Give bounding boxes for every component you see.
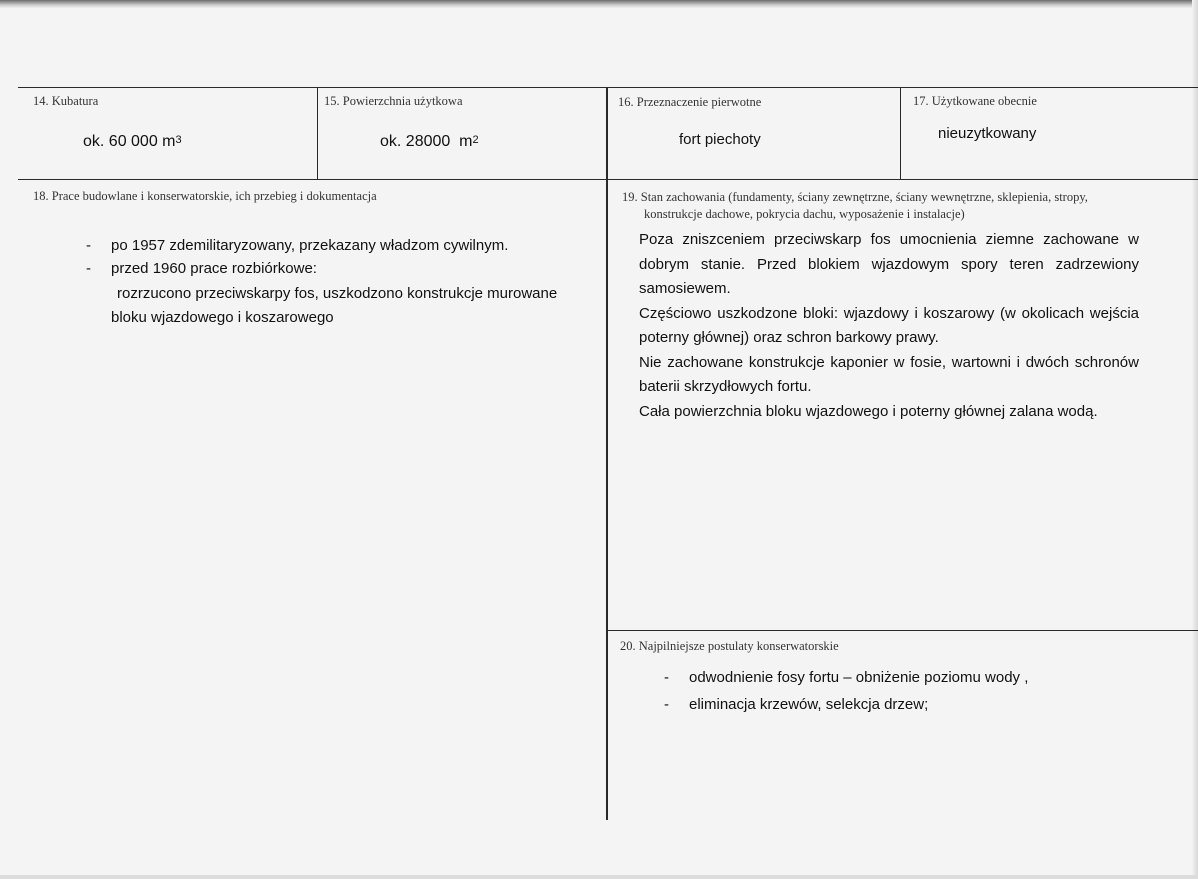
section-19-label-cont: konstrukcje dachowe, pokrycia dachu, wyposażenie i instalacje)	[644, 207, 965, 221]
divider-16-17	[900, 87, 901, 179]
section-19-20-divider	[606, 630, 1198, 631]
field-label-powierzchnia: 15. Powierzchnia użytkowa	[324, 94, 463, 108]
field-value-uzytkowane: nieuzytkowany	[938, 125, 1037, 142]
section-19-text	[639, 228, 1139, 424]
paragraph: Cała powierzchnia bloku wjazdowego i poterny głównej zalana wodą.	[639, 402, 1098, 420]
list-item: - po 1957 zdemilitaryzowany, przekazany władzom cywilnym.	[86, 237, 509, 254]
section-18-list	[86, 235, 596, 330]
list-item-continuation: bloku wjazdowego i koszarowego	[111, 309, 334, 326]
scan-edge-right	[1192, 0, 1198, 879]
field-label-przeznaczenie: 16. Przeznaczenie pierwotne	[618, 95, 762, 109]
paragraph: Poza zniszceniem przeciwskarp fos umocnienia ziemne zachowane w dobrym stanie. Przed blokiem wjazdowym spory teren zadrzewiony samosiewem.	[639, 231, 1139, 297]
divider-14-15	[317, 87, 318, 179]
field-label-uzytkowane: 17. Użytkowane obecnie	[913, 94, 1037, 108]
field-value-przeznaczenie: fort piechoty	[679, 131, 761, 148]
unit-exponent: 2	[472, 134, 479, 146]
list-item: - przed 1960 prace rozbiórkowe: rozrzucono przeciwskarpy fos, uszkodzono konstrukcje murowane bloku wjazdowego i koszarowego	[86, 258, 596, 330]
paragraph: Częściowo uszkodzone bloki: wjazdowy i koszarowy (w okolicach wejścia poterny głównej) oraz schron barkowy prawy.	[639, 304, 1139, 346]
field-value-kubatura: ok. 60 000 $m^3$	[83, 133, 182, 150]
list-item: - eliminacja krzewów, selekcja drzew;	[664, 696, 929, 713]
section-19-label: 19. Stan zachowania (fundamenty, ściany zewnętrzne, ściany wewnętrzne, sklepienia, stropy,	[622, 190, 1088, 204]
scan-edge-top	[0, 0, 1198, 8]
top-border-line	[18, 87, 1198, 88]
field-label-kubatura: 14. Kubatura	[33, 94, 99, 108]
section-20-list	[664, 667, 1184, 716]
section-18-label: 18. Prace budowlane i konserwatorskie, ich przebieg i dokumentacja	[33, 189, 377, 203]
field-value-powierzchnia: ok. 28000 $m^2$	[380, 133, 479, 150]
list-item-continuation: rozrzucono przeciwskarpy fos, uszkodzono konstrukcje murowane	[117, 285, 558, 302]
main-vertical-divider	[606, 87, 608, 820]
paragraph: Nie zachowane konstrukcje kaponier w fosie, wartowni i dwóch schronów baterii skrzydłowych fortu.	[639, 353, 1139, 395]
scan-edge-bottom	[0, 875, 1198, 879]
unit-exponent: 3	[175, 134, 182, 146]
section-20-label: 20. Najpilniejsze postulaty konserwatorskie	[620, 639, 839, 653]
list-item: - odwodnienie fosy fortu – obniżenie poziomu wody ,	[664, 669, 1029, 686]
header-row-divider	[18, 179, 1198, 180]
